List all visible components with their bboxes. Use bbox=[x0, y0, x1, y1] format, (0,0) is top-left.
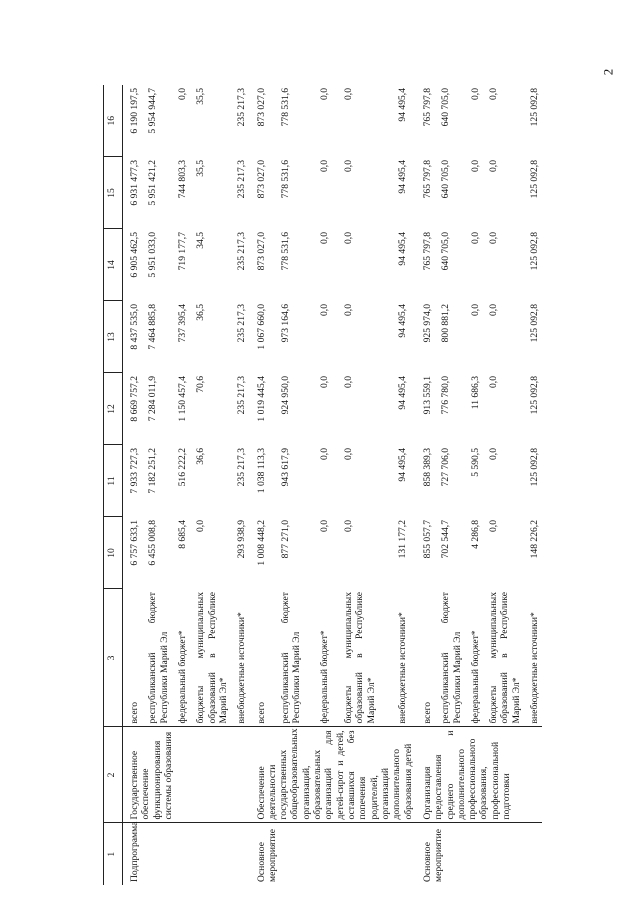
value-cell: 235 217,3 bbox=[236, 88, 248, 127]
value-cell: 727 706,0 bbox=[440, 448, 452, 487]
value-cell: 36,6 bbox=[195, 448, 207, 465]
value-cell: 778 531,6 bbox=[279, 232, 291, 271]
value-cell: 70,6 bbox=[195, 376, 207, 393]
funding-source-cell: федеральный бюджет* bbox=[176, 630, 188, 724]
value-cell: 516 222,2 bbox=[176, 448, 188, 487]
funding-table bbox=[103, 85, 542, 885]
value-cell: 7 182 251,2 bbox=[147, 448, 159, 494]
value-cell: 125 092,8 bbox=[529, 304, 541, 343]
value-cell: 0,0 bbox=[488, 304, 500, 316]
value-cell: 1 008 448,2 bbox=[255, 520, 267, 566]
value-cell: 125 092,8 bbox=[529, 376, 541, 415]
value-cell: 1 019 445,4 bbox=[255, 376, 267, 422]
value-cell: 125 092,8 bbox=[529, 448, 541, 487]
row-title-cell: Организация предоставления среднего и дополнительного профессионального образования, профессиональной подготовки bbox=[416, 727, 543, 823]
value-cell: 0,0 bbox=[469, 160, 481, 172]
value-cell: 125 092,8 bbox=[529, 88, 541, 127]
header-cell: 3 bbox=[104, 589, 123, 727]
funding-source-cell: бюджеты муниципальных образований в Республике Марий Эл* bbox=[488, 592, 522, 724]
value-cell: 855 057,7 bbox=[421, 520, 433, 559]
header-row bbox=[104, 85, 123, 885]
value-cell: 8 669 757,2 bbox=[129, 376, 140, 422]
value-cell: 873 027,0 bbox=[255, 232, 267, 271]
header-cell: 13 bbox=[104, 301, 123, 373]
value-cell: 94 495,4 bbox=[396, 88, 408, 122]
header-cell: 2 bbox=[104, 727, 123, 823]
value-cell: 973 164,6 bbox=[279, 304, 291, 343]
value-cell: 293 938,9 bbox=[236, 520, 248, 559]
header-cell: 11 bbox=[104, 445, 123, 517]
value-cell: 5 954 944,7 bbox=[147, 88, 159, 134]
table-row bbox=[416, 85, 435, 885]
header-cell: 16 bbox=[104, 85, 123, 157]
value-cell: 94 495,4 bbox=[396, 232, 408, 266]
rotated-table-container bbox=[103, 85, 603, 885]
value-cell: 765 797,8 bbox=[421, 232, 433, 271]
value-cell: 235 217,3 bbox=[236, 376, 248, 415]
value-cell: 873 027,0 bbox=[255, 160, 267, 199]
value-cell: 34,5 bbox=[195, 232, 207, 249]
funding-source-cell: федеральный бюджет* bbox=[318, 630, 330, 724]
value-cell: 0,0 bbox=[488, 520, 500, 532]
value-cell: 0,0 bbox=[318, 520, 330, 532]
value-cell: 6 190 197,5 bbox=[129, 88, 140, 134]
funding-source-cell: республиканский бюджет Республики Марий Эл bbox=[440, 592, 463, 724]
value-cell: 125 092,8 bbox=[529, 232, 541, 271]
value-cell: 94 495,4 bbox=[396, 448, 408, 482]
table-row bbox=[123, 85, 143, 885]
funding-source-cell: внебюджетные источники* bbox=[396, 612, 408, 724]
value-cell: 924 950,0 bbox=[279, 376, 291, 415]
funding-source-cell: бюджеты муниципальных образований в Республике Марий Эл* bbox=[342, 592, 377, 724]
value-cell: 0,0 bbox=[342, 232, 354, 244]
value-cell: 8 437 535,0 bbox=[129, 304, 140, 350]
value-cell: 0,0 bbox=[318, 160, 330, 172]
value-cell: 94 495,4 bbox=[396, 376, 408, 410]
value-cell: 7 933 727,3 bbox=[129, 448, 140, 494]
value-cell: 6 931 477,3 bbox=[129, 160, 140, 206]
value-cell: 5 951 421,2 bbox=[147, 160, 159, 206]
value-cell: 925 974,0 bbox=[421, 304, 433, 343]
value-cell: 640 705,0 bbox=[440, 88, 452, 127]
table-body bbox=[123, 85, 543, 885]
header-cell: 14 bbox=[104, 229, 123, 301]
value-cell: 7 464 885,8 bbox=[147, 304, 159, 350]
value-cell: 858 389,3 bbox=[421, 448, 433, 487]
value-cell: 11 686,3 bbox=[469, 376, 481, 410]
value-cell: 640 705,0 bbox=[440, 160, 452, 199]
row-title-cell: Государственное обеспечение функционирования системы образования bbox=[123, 727, 250, 823]
funding-source-cell: республиканский бюджет Республики Марий Эл bbox=[279, 592, 303, 724]
value-cell: 4 286,8 bbox=[469, 520, 481, 549]
value-cell: 94 495,4 bbox=[396, 304, 408, 338]
value-cell: 1 067 660,0 bbox=[255, 304, 267, 350]
table-header bbox=[104, 85, 123, 885]
value-cell: 1 038 113,3 bbox=[255, 448, 267, 494]
value-cell: 744 803,3 bbox=[176, 160, 188, 199]
value-cell: 800 881,2 bbox=[440, 304, 452, 343]
value-cell: 6 455 008,8 bbox=[147, 520, 159, 566]
value-cell: 5 951 033,0 bbox=[147, 232, 159, 278]
value-cell: 0,0 bbox=[488, 376, 500, 388]
value-cell: 0,0 bbox=[318, 376, 330, 388]
value-cell: 0,0 bbox=[318, 232, 330, 244]
value-cell: 640 705,0 bbox=[440, 232, 452, 271]
value-cell: 0,0 bbox=[318, 448, 330, 460]
funding-source-cell: всего bbox=[255, 701, 267, 724]
row-type-cell: Основное мероприятие bbox=[250, 823, 416, 885]
value-cell: 1 150 457,4 bbox=[176, 376, 188, 422]
value-cell: 6 905 462,5 bbox=[129, 232, 140, 278]
row-title-cell: Обеспечение деятельности государственных общеобразовательных организаций, образовательных организаций для детей-сирот и детей, оставшихся без попечения родителей, организаций дополнительного образования детей bbox=[250, 727, 416, 823]
value-cell: 0,0 bbox=[488, 448, 500, 460]
header-cell: 12 bbox=[104, 373, 123, 445]
funding-source-cell: федеральный бюджет* bbox=[469, 630, 481, 724]
value-cell: 6 757 633,1 bbox=[129, 520, 140, 566]
value-cell: 235 217,3 bbox=[236, 232, 248, 271]
value-cell: 0,0 bbox=[195, 520, 207, 532]
value-cell: 0,0 bbox=[318, 304, 330, 316]
value-cell: 776 780,0 bbox=[440, 376, 452, 415]
value-cell: 913 559,1 bbox=[421, 376, 433, 415]
value-cell: 778 531,6 bbox=[279, 160, 291, 199]
value-cell: 35,5 bbox=[195, 160, 207, 177]
value-cell: 235 217,3 bbox=[236, 448, 248, 487]
value-cell: 765 797,8 bbox=[421, 88, 433, 127]
row-type-cell: Основное мероприятие bbox=[416, 823, 543, 885]
value-cell: 7 284 011,9 bbox=[147, 376, 159, 422]
funding-source-cell: всего bbox=[129, 701, 140, 724]
funding-source-cell: бюджеты муниципальных образований в Республике Марий Эл* bbox=[195, 592, 229, 724]
value-cell: 0,0 bbox=[342, 88, 354, 100]
value-cell: 131 177,2 bbox=[396, 520, 408, 559]
value-cell: 778 531,6 bbox=[279, 88, 291, 127]
value-cell: 0,0 bbox=[469, 232, 481, 244]
value-cell: 0,0 bbox=[342, 376, 354, 388]
value-cell: 873 027,0 bbox=[255, 88, 267, 127]
value-cell: 877 271,0 bbox=[279, 520, 291, 559]
value-cell: 765 797,8 bbox=[421, 160, 433, 199]
value-cell: 0,0 bbox=[342, 160, 354, 172]
value-cell: 0,0 bbox=[176, 88, 188, 100]
value-cell: 94 495,4 bbox=[396, 160, 408, 194]
value-cell: 0,0 bbox=[488, 88, 500, 100]
value-cell: 5 590,5 bbox=[469, 448, 481, 477]
funding-source-cell: всего bbox=[421, 701, 433, 724]
header-cell: 1 bbox=[104, 823, 123, 885]
row-type-cell: Подпрограмма bbox=[123, 823, 250, 885]
value-cell: 0,0 bbox=[342, 520, 354, 532]
value-cell: 8 685,4 bbox=[176, 520, 188, 549]
value-cell: 35,5 bbox=[195, 88, 207, 105]
page-number: 2 bbox=[599, 68, 615, 76]
funding-source-cell: внебюджетные источники* bbox=[529, 612, 541, 724]
value-cell: 0,0 bbox=[342, 304, 354, 316]
value-cell: 737 395,4 bbox=[176, 304, 188, 343]
header-cell: 10 bbox=[104, 517, 123, 589]
table-row bbox=[250, 85, 275, 885]
value-cell: 125 092,8 bbox=[529, 160, 541, 199]
value-cell: 943 617,9 bbox=[279, 448, 291, 487]
value-cell: 0,0 bbox=[488, 232, 500, 244]
value-cell: 0,0 bbox=[318, 88, 330, 100]
value-cell: 0,0 bbox=[469, 88, 481, 100]
value-cell: 235 217,3 bbox=[236, 160, 248, 199]
value-cell: 702 544,7 bbox=[440, 520, 452, 559]
value-cell: 148 226,2 bbox=[529, 520, 541, 559]
value-cell: 0,0 bbox=[469, 304, 481, 316]
value-cell: 36,5 bbox=[195, 304, 207, 321]
value-cell: 719 177,7 bbox=[176, 232, 188, 271]
value-cell: 0,0 bbox=[488, 160, 500, 172]
funding-source-cell: республиканский бюджет Республики Марий Эл bbox=[147, 592, 170, 724]
value-cell: 235 217,3 bbox=[236, 304, 248, 343]
funding-source-cell: внебюджетные источники* bbox=[236, 612, 248, 724]
header-cell: 15 bbox=[104, 157, 123, 229]
value-cell: 0,0 bbox=[342, 448, 354, 460]
